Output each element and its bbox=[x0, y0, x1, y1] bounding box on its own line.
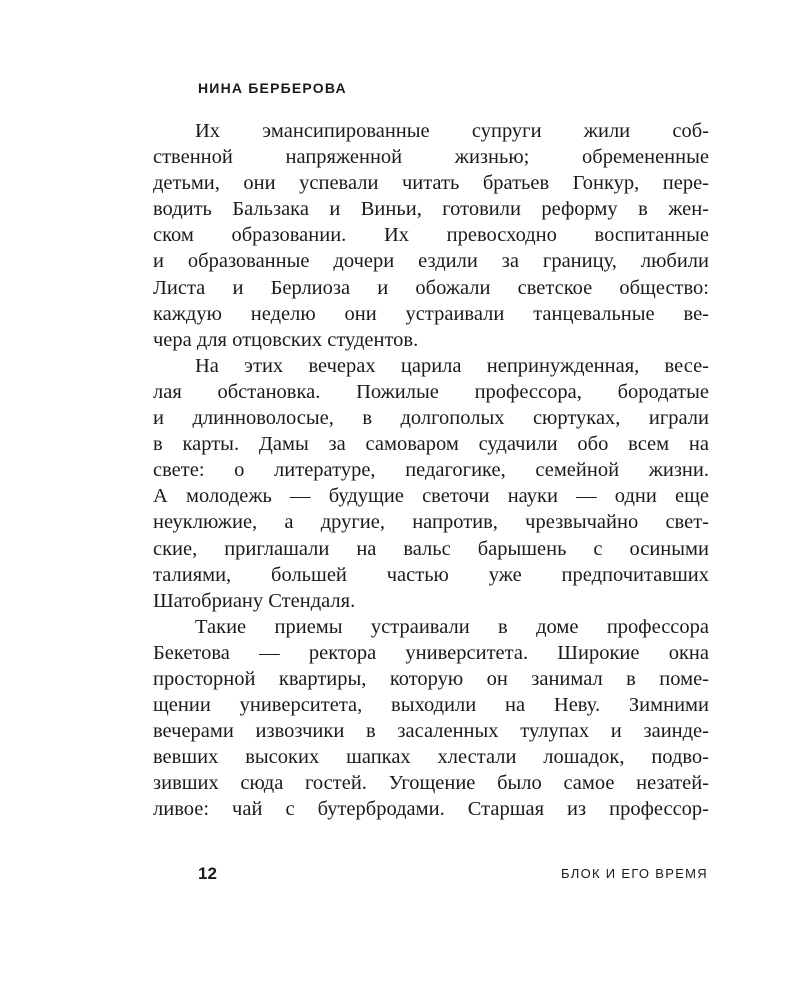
text-line: Шатобриану Стендаля. bbox=[153, 589, 356, 612]
text-line: ском образовании. Их превосходно воспитанные bbox=[153, 224, 709, 247]
page-number: 12 bbox=[198, 864, 217, 883]
running-footer-title: БЛОК И ЕГО ВРЕМЯ bbox=[560, 866, 708, 881]
text-line: талиями, большей частью уже предпочитавших bbox=[153, 563, 709, 586]
text-line: водить Бальзака и Виньи, готовили реформу в жен- bbox=[153, 198, 709, 221]
text-line: и образованные дочери ездили за границу, любили bbox=[153, 250, 709, 273]
text-line: и длинноволосые, в долгополых сюртуках, играли bbox=[153, 407, 709, 430]
running-header-author: НИНА БЕРБЕРОВА bbox=[198, 80, 347, 96]
page-body bbox=[153, 118, 709, 823]
text-line: вечерами извозчики в засаленных тулупах и заинде- bbox=[153, 720, 709, 743]
text-line: А молодежь — будущие светочи науки — одни еще bbox=[153, 485, 709, 508]
text-line: Их эмансипированные супруги жили соб- bbox=[195, 120, 709, 142]
text-line: ские, приглашали на вальс барышень с осиными bbox=[153, 537, 709, 560]
text-line: ливое: чай с бутербродами. Старшая из профессор- bbox=[153, 798, 709, 821]
text-line: Листа и Берлиоза и обожали светское общество: bbox=[153, 276, 709, 299]
text-line: свете: о литературе, педагогике, семейной жизни. bbox=[153, 459, 709, 482]
text-line: зивших сюда гостей. Угощение было самое незатей- bbox=[153, 772, 709, 795]
text-line: Такие приемы устраивали в доме профессора bbox=[195, 615, 709, 638]
text-line: чера для отцовских студентов. bbox=[153, 328, 419, 351]
text-line: На этих вечерах царила непринужденная, весе- bbox=[195, 354, 709, 377]
text-line: щении университета, выходили на Неву. Зимними bbox=[153, 694, 709, 717]
text-line: неуклюжие, а другие, напротив, чрезвычайно свет- bbox=[153, 511, 709, 534]
text-line: вевших высоких шапках хлестали лошадок, подво- bbox=[153, 746, 709, 769]
text-line: лая обстановка. Пожилые профессора, бородатые bbox=[153, 380, 709, 403]
text-line: детьми, они успевали читать братьев Гонкур, пере- bbox=[153, 172, 709, 195]
text-line: Бекетова — ректора университета. Широкие окна bbox=[153, 641, 709, 664]
text-line: просторной квартиры, которую он занимал в поме- bbox=[153, 667, 709, 690]
text-line: ственной напряженной жизнью; обремененные bbox=[153, 146, 709, 169]
text-line: в карты. Дамы за самоваром судачили обо всем на bbox=[153, 433, 709, 456]
text-line: каждую неделю они устраивали танцевальные ве- bbox=[153, 302, 709, 325]
